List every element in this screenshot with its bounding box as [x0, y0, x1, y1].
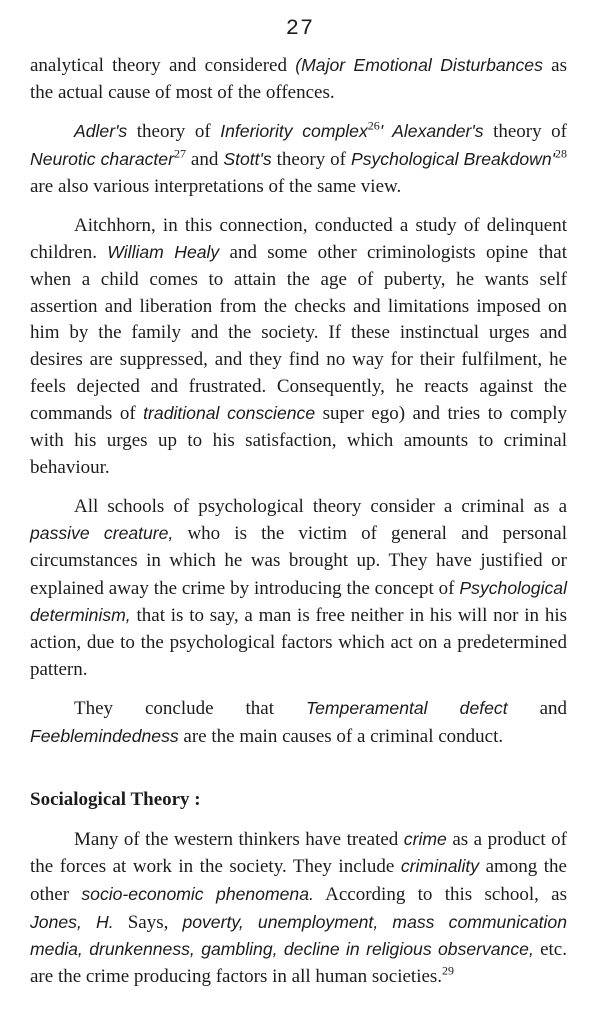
footnote-marker: 29	[442, 963, 455, 978]
text-run: theory of	[127, 121, 221, 143]
italic-text: socio-economic phenomena.	[81, 883, 314, 904]
page-body	[30, 52, 567, 1003]
italic-text: Alexander's	[392, 121, 484, 142]
paragraph	[30, 118, 567, 200]
italic-text: passive creature,	[30, 523, 174, 544]
footnote-marker: 26	[367, 119, 380, 134]
italic-text: Temperamental defect	[305, 698, 508, 719]
text-run: theory of	[271, 149, 351, 171]
page-number: 27	[285, 16, 315, 41]
text-run: that is to say, a man is free neither in his will nor in his action, due to the psychological factors which act on a predetermined pattern.	[30, 605, 567, 680]
italic-text: '	[379, 121, 393, 142]
text-run: etc. are the crime producing factors in all human societies.	[30, 939, 567, 988]
text-run: According to this school, as	[313, 883, 567, 905]
text-run: super ego) and tries to comply with his urges up to his satisfaction, which amounts to criminal behaviour.	[30, 403, 567, 478]
text-run: among the other	[30, 856, 567, 905]
italic-text: William Healy	[107, 242, 220, 263]
italic-text: Inferiority complex	[220, 121, 368, 142]
text-run: They conclude that	[74, 698, 306, 720]
text-run: theory of	[483, 121, 567, 143]
italic-text: Stott's	[223, 149, 272, 170]
footnote-marker: 27	[173, 146, 186, 161]
text-run: All schools of psychological theory consider a criminal as a	[74, 495, 567, 517]
italic-text: Jones, H.	[30, 911, 114, 932]
text-run: and	[185, 149, 224, 171]
italic-text: criminality	[400, 856, 480, 877]
paragraph	[30, 826, 567, 991]
italic-text: Feeblemindedness	[30, 726, 179, 747]
text-run: Aitchhorn, in this connection, conducted a study of delinquent children.	[30, 214, 567, 264]
section-heading: Socialogical Theory :	[30, 788, 201, 810]
text-run: are the main causes of a criminal conduct.	[178, 726, 504, 748]
text-run: and	[507, 698, 567, 720]
paragraph	[30, 695, 567, 750]
section-psychological	[30, 52, 567, 751]
section-sociological	[30, 826, 567, 991]
paragraph	[30, 213, 567, 482]
italic-text: poverty, unemployment, mass communication media, drunkenness, gambling, decline in religious observance,	[30, 911, 567, 960]
paragraph	[30, 494, 567, 684]
paragraph	[30, 52, 567, 106]
text-run: analytical theory and considered	[30, 55, 296, 76]
italic-text: Psychological Breakdown'	[350, 149, 556, 170]
text-run: Many of the western thinkers have treated	[74, 828, 404, 850]
text-run: who is the victim of general and personal circumstances in which he was brought up. They have justified or explained away the crime by introducing the concept of	[30, 523, 567, 599]
italic-text: Psychological determinism,	[30, 577, 567, 626]
text-run: as a product of the forces at work in the society. They include	[30, 828, 567, 878]
italic-text: traditional conscience	[143, 403, 316, 424]
italic-text: Adler's	[74, 121, 128, 142]
footnote-marker: 28	[555, 146, 568, 161]
text-run: Says,	[113, 911, 183, 933]
text-run: as the actual cause of most of the offences.	[30, 55, 568, 103]
italic-text: (Major Emotional Disturbances	[295, 55, 543, 75]
text-run: are also various interpretations of the same view.	[30, 175, 402, 197]
text-run: and some other criminologists opine that when a child comes to attain the age of puberty, he wants self assertion and liberation from the checks and limitations imposed on him by the family and the society. If these instinctual urges and desires are suppressed, and they find no way for their fulfilment, he feels dejected and frustrated. Consequently, he reacts against the commands of	[30, 242, 567, 425]
italic-text: crime	[403, 828, 447, 849]
italic-text: Neurotic character	[30, 149, 174, 170]
